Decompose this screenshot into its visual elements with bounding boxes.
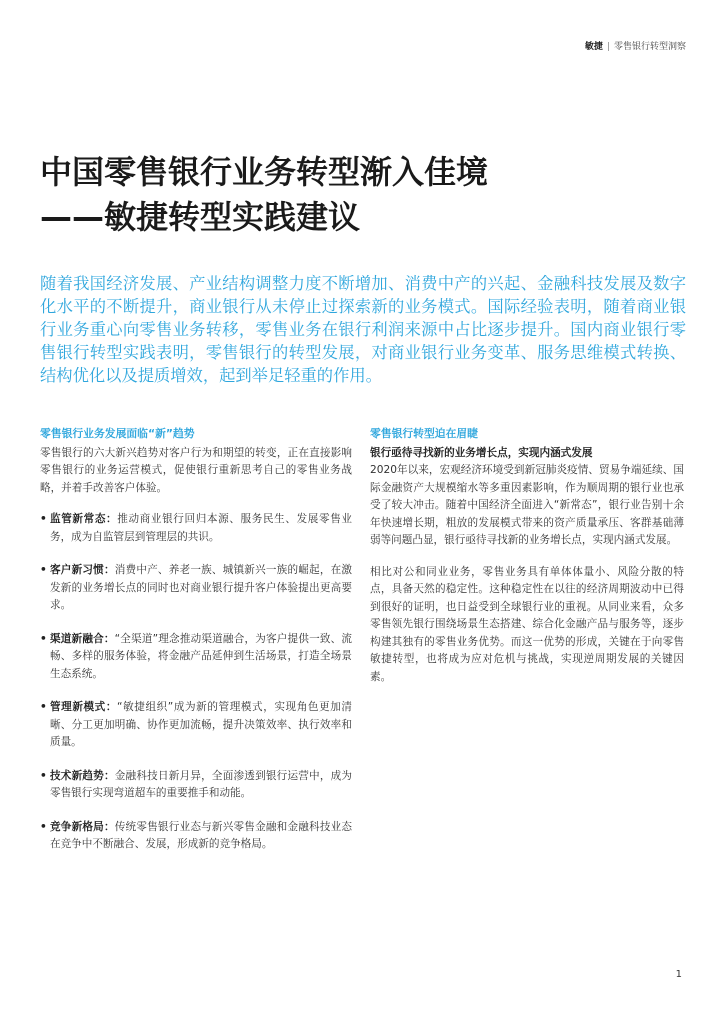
header-separator: | — [606, 42, 610, 52]
bullet-term: 管理新模式： — [50, 701, 118, 713]
bullet-term: 监管新常态： — [50, 513, 118, 525]
bullet-icon: • — [40, 820, 47, 833]
left-section-heading: 零售银行业务发展面临“新”趋势 — [40, 427, 195, 440]
bullet-term: 竞争新格局： — [50, 820, 115, 833]
bullet-text: 消费中产、养老一族、城镇新兴一族的崛起，在激发新的业务增长点的同时也对商业银行提升客户体验提出更高要求。 — [50, 564, 353, 611]
right-column — [370, 425, 684, 686]
bullet-text: “敏捷组织”成为新的管理模式，实现角色更加清晰、分工更加明确、协作更加流畅，提升决策效率、执行效率和质量。 — [50, 701, 352, 748]
page-title — [40, 150, 680, 240]
right-paragraph-1: 2020年以来，宏观经济环境受到新冠肺炎疫情、贸易争端延续、国际金融资产大规模缩水等多重因素影响，作为顺周期的银行业也承受了较大冲击。随着中国经济全面进入“新常态”，银行业告别十余年快速增长期，粗放的发展模式带来的资产质量承压、客群基础薄弱等问题凸显，银行亟待寻找新的业务增长点，实现内涵式发展。 — [370, 464, 684, 546]
list-item — [40, 699, 352, 752]
title-line-1: 中国零售银行业务转型渐入佳境 — [40, 153, 489, 191]
bullet-term: 技术新趋势： — [50, 769, 115, 782]
bullet-icon: • — [40, 513, 47, 525]
title-line-2: ——敏捷转型实践建议 — [40, 198, 361, 236]
bullet-icon: • — [40, 564, 47, 576]
bullet-term: 渠道新融合： — [50, 632, 115, 645]
trend-list — [40, 511, 352, 854]
bullet-text: 传统零售银行业态与新兴零售金融和金融科技业态在竞争中不断融合、发展，形成新的竞争格局。 — [50, 820, 353, 850]
left-paragraph: 零售银行的六大新兴趋势对客户行为和期望的转变，正在直接影响零售银行的业务运营模式，促使银行重新思考自己的零售业务战略，并着手改善客户体验。 — [40, 446, 352, 494]
intro-paragraph: 随着我国经济发展、产业结构调整力度不断增加、消费中产的兴起、金融科技发展及数字化水平的不断提升，商业银行从未停止过探索新的业务模式。国际经验表明，随着商业银行业务重心向零售业务转移，零售业务在银行利润来源中占比逐步提升。国内商业银行零售银行转型实践表明，零售银行的转型发展，对商业银行业务变革、服务思维模式转换、结构优化以及提质增效，起到举足轻重的作用。 — [40, 274, 686, 385]
page-number: 1 — [675, 969, 682, 980]
bullet-icon: • — [40, 769, 47, 782]
right-subheading: 银行亟待寻找新的业务增长点，实现内涵式发展 — [370, 446, 593, 459]
list-item — [40, 768, 352, 803]
list-item — [40, 819, 352, 854]
bullet-text: “全渠道”理念推动渠道融合，为客户提供一致、流畅、多样的服务体验，将金融产品延伸到生活场景，打造全场景生态系统。 — [50, 632, 353, 680]
list-item — [40, 631, 352, 684]
right-paragraph-2: 相比对公和同业业务，零售业务具有单体体量小、风险分散的特点，具备天然的稳定性。这种稳定性在以往的经济周期波动中已得到很好的证明，也日益受到全球银行业的重视。从同业来看，众多零售领先银行围绕场景生态搭建、综合化金融产品与服务等，逐步构建其独有的零售业务优势。而这一优势的形成，关键在于向零售敏捷转型，也将成为应对危机与挑战，实现逆周期发展的关键因素。 — [370, 565, 684, 683]
header-brand: 敏捷 — [584, 42, 603, 52]
left-column — [40, 425, 352, 870]
right-section-heading: 零售银行转型迫在眉睫 — [370, 427, 478, 440]
list-item — [40, 562, 352, 615]
list-item — [40, 511, 352, 546]
bullet-text: 推动商业银行回归本源、服务民生、发展零售业务，成为自监管层到管理层的共识。 — [50, 513, 353, 543]
header-subtitle: 零售银行转型洞察 — [613, 42, 686, 52]
bullet-text: 金融科技日新月异，全面渗透到银行运营中，成为零售银行实现弯道超车的重要推手和动能。 — [50, 769, 353, 799]
bullet-icon: • — [40, 701, 47, 713]
bullet-term: 客户新习惯： — [50, 564, 115, 576]
running-header — [585, 39, 686, 52]
bullet-icon: • — [40, 632, 47, 645]
